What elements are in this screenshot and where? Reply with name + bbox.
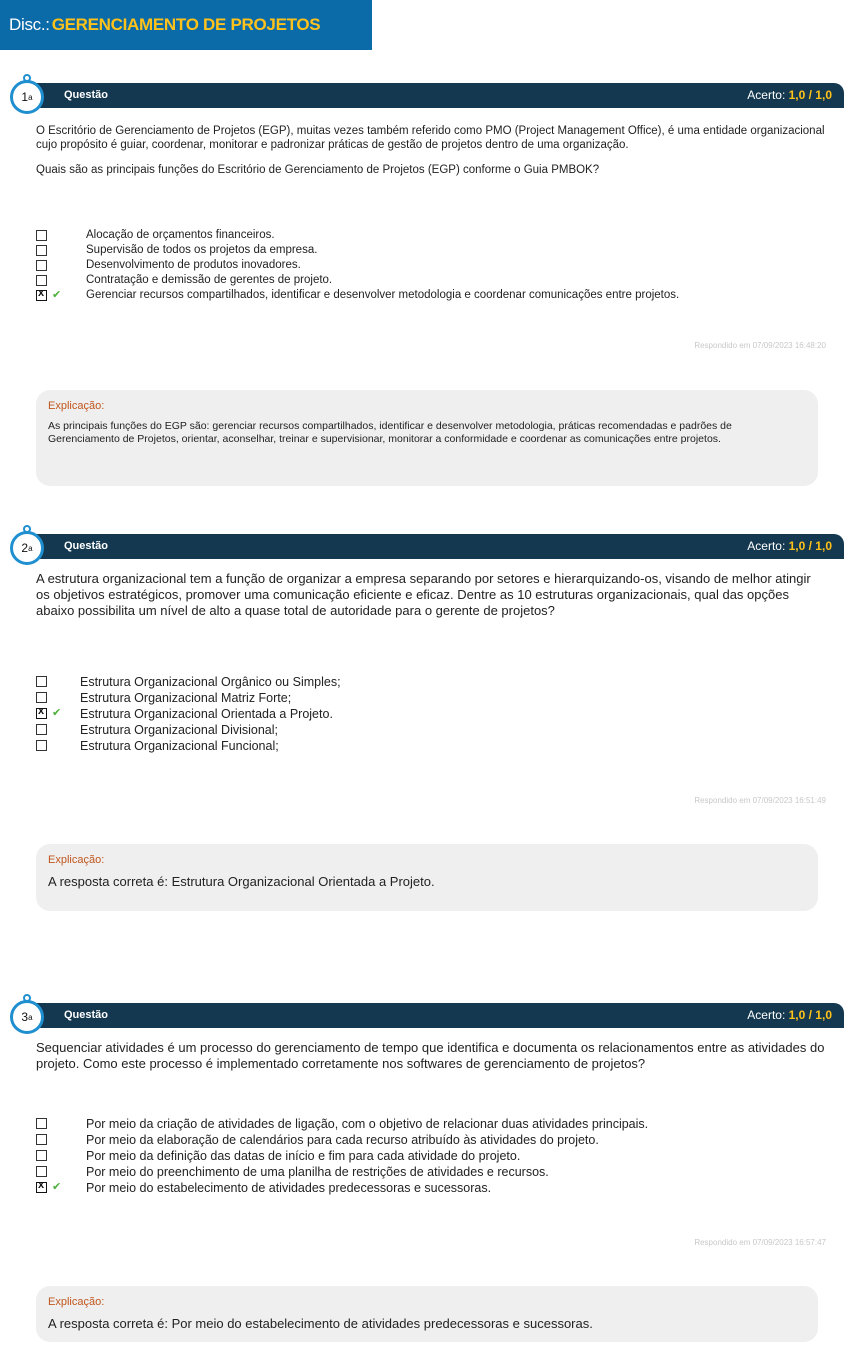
question-text — [36, 1040, 836, 1072]
option-label: Estrutura Organizacional Matriz Forte; — [80, 691, 292, 705]
score-value: 1,0 / 1,0 — [788, 539, 832, 553]
score-value: 1,0 / 1,0 — [788, 88, 832, 102]
answered-timestamp: Respondido em 07/09/2023 16:48:20 — [694, 341, 826, 350]
checkbox[interactable] — [36, 724, 47, 735]
question-label: Questão — [64, 1009, 109, 1021]
option-label: Estrutura Organizacional Funcional; — [80, 739, 279, 753]
explanation-box — [36, 844, 818, 911]
explanation-title: Explicação: — [48, 400, 105, 412]
badge-dot — [23, 525, 31, 533]
question-label: Questão — [64, 89, 109, 101]
question-header — [14, 1003, 844, 1028]
checkbox[interactable] — [36, 1150, 47, 1161]
explanation-title: Explicação: — [48, 854, 105, 866]
checkbox[interactable] — [36, 692, 47, 703]
question-score: Acerto: 1,0 / 1,0 — [747, 539, 832, 553]
question-score: Acerto: 1,0 / 1,0 — [747, 1008, 832, 1022]
option-label: Contratação e demissão de gerentes de projeto. — [86, 274, 333, 286]
option-label: Desenvolvimento de produtos inovadores. — [86, 259, 301, 271]
question-paragraph: Sequenciar atividades é um processo do gerenciamento de tempo que identifica e documenta os relacionamentos entre as atividades do projeto. Como este processo é implementado corretamente nos softwares de gerenciamento de projetos? — [36, 1040, 825, 1071]
option-item[interactable] — [36, 1117, 836, 1133]
checkbox[interactable] — [36, 1166, 47, 1177]
option-item-selected[interactable] — [36, 289, 836, 304]
option-label: Por meio da elaboração de calendários para cada recurso atribuído às atividades do projeto. — [86, 1133, 599, 1147]
option-item[interactable] — [36, 675, 836, 691]
question-paragraph: O Escritório de Gerenciamento de Projetos (EGP), muitas vezes também referido como PMO (Project Management Office), é uma entidade organizacional cujo propósito é guiar, coordenar, monitorar e padronizar práticas de gestão de projetos dentro de uma organização. — [36, 125, 825, 151]
question-score: Acerto: 1,0 / 1,0 — [747, 88, 832, 102]
options-list — [36, 1117, 836, 1197]
discipline-prefix: Disc.: — [9, 15, 50, 34]
explanation-text: A resposta correta é: Estrutura Organizacional Orientada a Projeto. — [48, 874, 435, 889]
option-item[interactable] — [36, 1149, 836, 1165]
option-item[interactable] — [36, 244, 836, 259]
option-item[interactable] — [36, 691, 836, 707]
checkbox-checked[interactable] — [36, 290, 47, 301]
question-header — [14, 83, 844, 108]
explanation-box — [36, 1286, 818, 1342]
question-paragraph: A estrutura organizacional tem a função de organizar a empresa separando por setores e hierarquizando-os, visando de melhor atingir os objetivos estratégicos, promover uma comunicação eficiente e eficaz. Dentre as 10 estruturas organizacionais, qual das opções abaixo possibilita um nível de alto a quase total de autoridade para o gerente de projetos? — [36, 571, 811, 618]
badge-dot — [23, 74, 31, 82]
option-label: Supervisão de todos os projetos da empresa. — [86, 244, 318, 256]
checkbox[interactable] — [36, 1134, 47, 1145]
option-label: Por meio da criação de atividades de ligação, com o objetivo de relacionar duas atividades principais. — [86, 1117, 649, 1131]
option-label: Por meio do preenchimento de uma planilha de restrições de atividades e recursos. — [86, 1165, 549, 1179]
option-item[interactable] — [36, 723, 836, 739]
question-text — [36, 124, 826, 177]
options-list — [36, 675, 836, 755]
discipline-name: GERENCIAMENTO DE PROJETOS — [51, 15, 321, 34]
correct-check-icon: ✔ — [52, 289, 62, 301]
answered-timestamp: Respondido em 07/09/2023 16:51:49 — [694, 796, 826, 805]
checkbox[interactable] — [36, 1118, 47, 1129]
correct-check-icon: ✔ — [52, 1181, 62, 1193]
question-number-badge: 2 a — [10, 531, 44, 565]
question-header — [14, 534, 844, 559]
option-label: Por meio da definição das datas de início e fim para cada atividade do projeto. — [86, 1149, 521, 1163]
option-label: Estrutura Organizacional Orgânico ou Simples; — [80, 675, 341, 689]
score-value: 1,0 / 1,0 — [788, 1008, 832, 1022]
badge-dot — [23, 994, 31, 1002]
explanation-text: As principais funções do EGP são: gerenciar recursos compartilhados, identificar e desenvolver metodologia, práticas recomendadas e padrões de Gerenciamento de Projetos, orientar, aconselhar, treinar e supervisionar, monitorar a conformidade e coordenar as comunicações entre projetos. — [48, 420, 732, 445]
question-paragraph: Quais são as principais funções do Escritório de Gerenciamento de Projetos (EGP) conforme o Guia PMBOK? — [36, 164, 600, 176]
option-item[interactable] — [36, 1165, 836, 1181]
explanation-title: Explicação: — [48, 1296, 105, 1308]
checkbox-checked[interactable] — [36, 708, 47, 719]
option-label: Alocação de orçamentos financeiros. — [86, 229, 275, 241]
option-label: Estrutura Organizacional Divisional; — [80, 723, 279, 737]
explanation-text: A resposta correta é: Por meio do estabelecimento de atividades predecessoras e sucessoras. — [48, 1316, 593, 1331]
explanation-box — [36, 390, 818, 486]
option-item[interactable] — [36, 229, 836, 244]
checkbox-checked[interactable] — [36, 1182, 47, 1193]
option-label: Estrutura Organizacional Orientada a Projeto. — [80, 707, 333, 721]
checkbox[interactable] — [36, 275, 47, 286]
question-number-badge: 1 a — [10, 80, 44, 114]
option-item[interactable] — [36, 259, 836, 274]
answered-timestamp: Respondido em 07/09/2023 16:57:47 — [694, 1238, 826, 1247]
checkbox[interactable] — [36, 245, 47, 256]
discipline-banner — [0, 0, 372, 50]
option-label: Gerenciar recursos compartilhados, identificar e desenvolver metodologia e coordenar comunicações entre projetos. — [86, 289, 680, 301]
option-item-selected[interactable] — [36, 1181, 836, 1197]
option-label: Por meio do estabelecimento de atividades predecessoras e sucessoras. — [86, 1181, 492, 1195]
option-item[interactable] — [36, 1133, 836, 1149]
option-item[interactable] — [36, 739, 836, 755]
correct-check-icon: ✔ — [52, 707, 62, 719]
checkbox[interactable] — [36, 260, 47, 271]
question-label: Questão — [64, 540, 109, 552]
options-list — [36, 229, 836, 304]
option-item[interactable] — [36, 274, 836, 289]
question-number-badge: 3 a — [10, 1000, 44, 1034]
checkbox[interactable] — [36, 740, 47, 751]
checkbox[interactable] — [36, 676, 47, 687]
checkbox[interactable] — [36, 230, 47, 241]
option-item-selected[interactable] — [36, 707, 836, 723]
question-text — [36, 571, 826, 619]
